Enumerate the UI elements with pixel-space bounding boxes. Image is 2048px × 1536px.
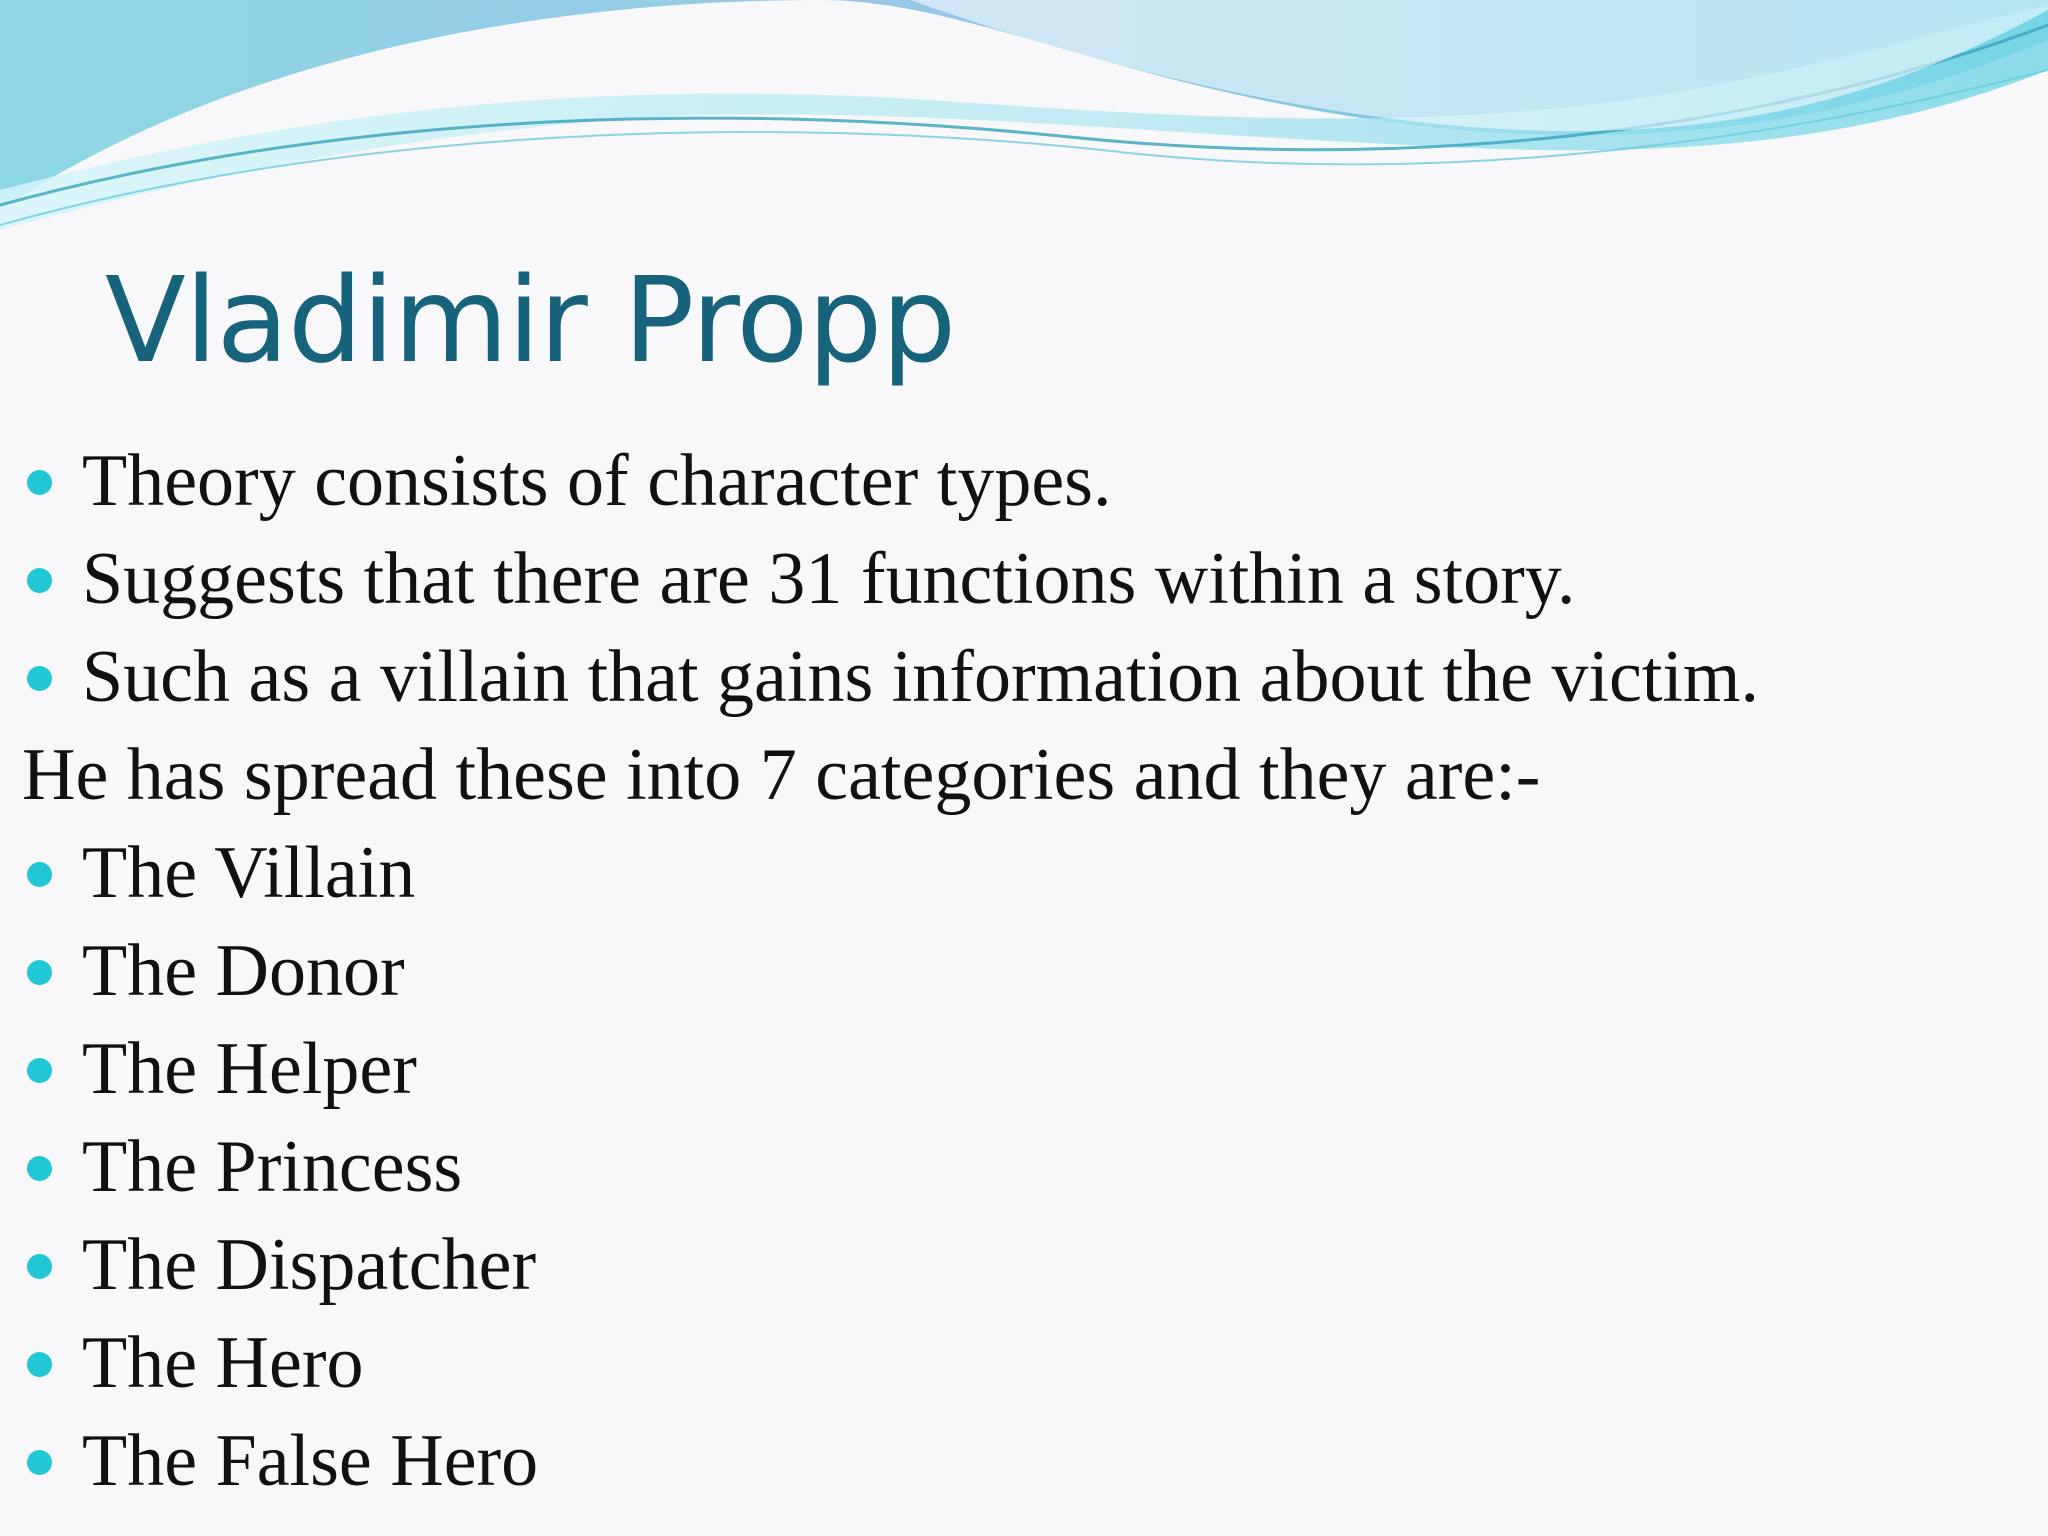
bullet-item xyxy=(0,432,2048,530)
bullet-text: Such as a villain that gains information about the victim. xyxy=(82,636,1759,718)
bullet-text: The Princess xyxy=(82,1126,463,1208)
bullet-text: Suggests that there are 31 functions within a story. xyxy=(82,538,1576,620)
bullet-item xyxy=(0,922,2048,1020)
bullet-dot-icon xyxy=(27,1450,52,1475)
slide-content xyxy=(0,432,2048,1510)
bullet-text: The Hero xyxy=(82,1322,364,1404)
bullet-dot-icon xyxy=(27,666,52,691)
bullet-dot-icon xyxy=(27,862,52,887)
bullet-text: The Dispatcher xyxy=(82,1224,537,1306)
bullet-dot-icon xyxy=(27,1156,52,1181)
bullet-item xyxy=(0,1216,2048,1314)
intro-text-content: He has spread these into 7 categories and they are:- xyxy=(22,734,1541,816)
bullet-text: The Donor xyxy=(82,930,405,1012)
slide-title: Vladimir Propp xyxy=(105,251,956,389)
bullet-item xyxy=(0,1412,2048,1510)
decorative-wave-header xyxy=(0,0,2048,240)
bullet-dot-icon xyxy=(27,568,52,593)
bullet-dot-icon xyxy=(27,1352,52,1377)
bullet-dot-icon xyxy=(27,1254,52,1279)
bullet-dot-icon xyxy=(27,1058,52,1083)
bullet-text: Theory consists of character types. xyxy=(82,440,1112,522)
bullet-text: The Villain xyxy=(82,832,416,914)
bullet-item xyxy=(0,1118,2048,1216)
bullet-item xyxy=(0,824,2048,922)
bullet-item xyxy=(0,1314,2048,1412)
bullet-dot-icon xyxy=(27,960,52,985)
bullet-item xyxy=(0,1020,2048,1118)
intro-text xyxy=(0,726,2048,824)
bullet-dot-icon xyxy=(27,470,52,495)
bullet-text: The Helper xyxy=(82,1028,417,1110)
bullet-item xyxy=(0,628,2048,726)
bullet-text: The False Hero xyxy=(82,1420,539,1502)
bullet-item xyxy=(0,530,2048,628)
